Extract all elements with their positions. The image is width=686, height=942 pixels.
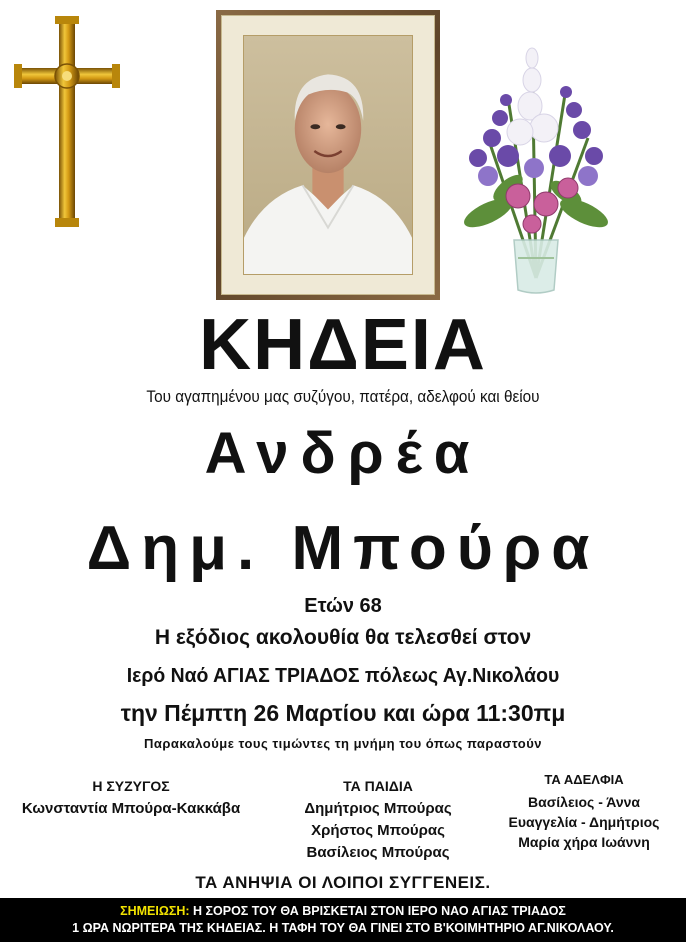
siblings-heading: ΤΑ ΑΔΕΛΦΙΑ — [544, 772, 624, 787]
portrait-frame — [216, 10, 440, 300]
notice-line-1 — [0, 903, 686, 920]
portrait-photo — [243, 35, 413, 275]
deceased-surname: Δημ. Μπούρα — [86, 514, 600, 583]
attendance-request: Παρακαλούμε τους τιμώντες τη μνήμη του όπως παραστούν — [143, 736, 543, 751]
subtitle: Του αγαπημένου μας συζύγου, πατέρα, αδελφού και θείου — [146, 387, 540, 406]
deceased-first-name: Ανδρέα — [204, 421, 482, 486]
child-name: Βασίλειος Μπούρας — [306, 844, 450, 861]
child-name: Δημήτριος Μπούρας — [304, 800, 452, 817]
siblings-column — [484, 770, 684, 852]
child-name: Χρήστος Μπούρας — [311, 822, 445, 839]
sibling-name: Βασίλειος - Άννα — [527, 794, 641, 810]
spouse-heading: Η ΣΥΖΥΓΟΣ — [92, 778, 170, 794]
service-date-time: την Πέμπτη 26 Μαρτίου και ώρα 11:30πμ — [120, 700, 566, 726]
other-relatives: ΤΑ ΑΝΗΨΙΑ ΟΙ ΛΟΙΠΟΙ ΣΥΓΓΕΝΕΙΣ. — [195, 873, 491, 892]
deceased-age: Ετών 68 — [304, 595, 382, 617]
notice-line-2: 1 ΩΡΑ ΝΩΡΙΤΕΡΑ ΤΗΣ ΚΗΔΕΙΑΣ. Η ΤΑΦΗ ΤΟΥ ΘΑ ΓΙΝΕΙ ΣΤΟ Β'ΚΟΙΜΗΤΗΡΙΟ ΑΓ.ΝΙΚΟΛΑΟΥ. — [72, 921, 614, 935]
spouse-name: Κωνσταντία Μπούρα-Κακκάβα — [21, 800, 241, 817]
golden-cross-icon — [12, 14, 122, 229]
notice-label: ΣΗΜΕΙΩΣΗ: — [120, 904, 190, 918]
service-line-1: Η εξόδιος ακολουθία θα τελεσθεί στον — [154, 626, 532, 649]
sibling-name: Ευαγγελία - Δημήτριος — [508, 814, 660, 830]
flower-vase-icon — [448, 28, 624, 298]
spouse-column — [2, 776, 260, 820]
page-title: ΚΗΔΕΙΑ — [199, 305, 487, 385]
service-line-2: Ιερό Ναό ΑΓΙΑΣ ΤΡΙΑΔΟΣ πόλεως Αγ.Νικολάου — [126, 665, 560, 687]
children-heading: ΤΑ ΠΑΙΔΙΑ — [343, 778, 413, 794]
notice-bar — [0, 898, 686, 942]
notice-text-1: Η ΣΟΡΟΣ ΤΟΥ ΘΑ ΒΡΙΣΚΕΤΑΙ ΣΤΟΝ ΙΕΡΟ ΝΑΟ ΑΓΙΑΣ ΤΡΙΑΔΟΣ — [189, 904, 566, 918]
children-column — [280, 776, 476, 864]
sibling-name: Μαρία χήρα Ιωάννη — [518, 834, 650, 850]
portrait-mat — [221, 15, 435, 295]
